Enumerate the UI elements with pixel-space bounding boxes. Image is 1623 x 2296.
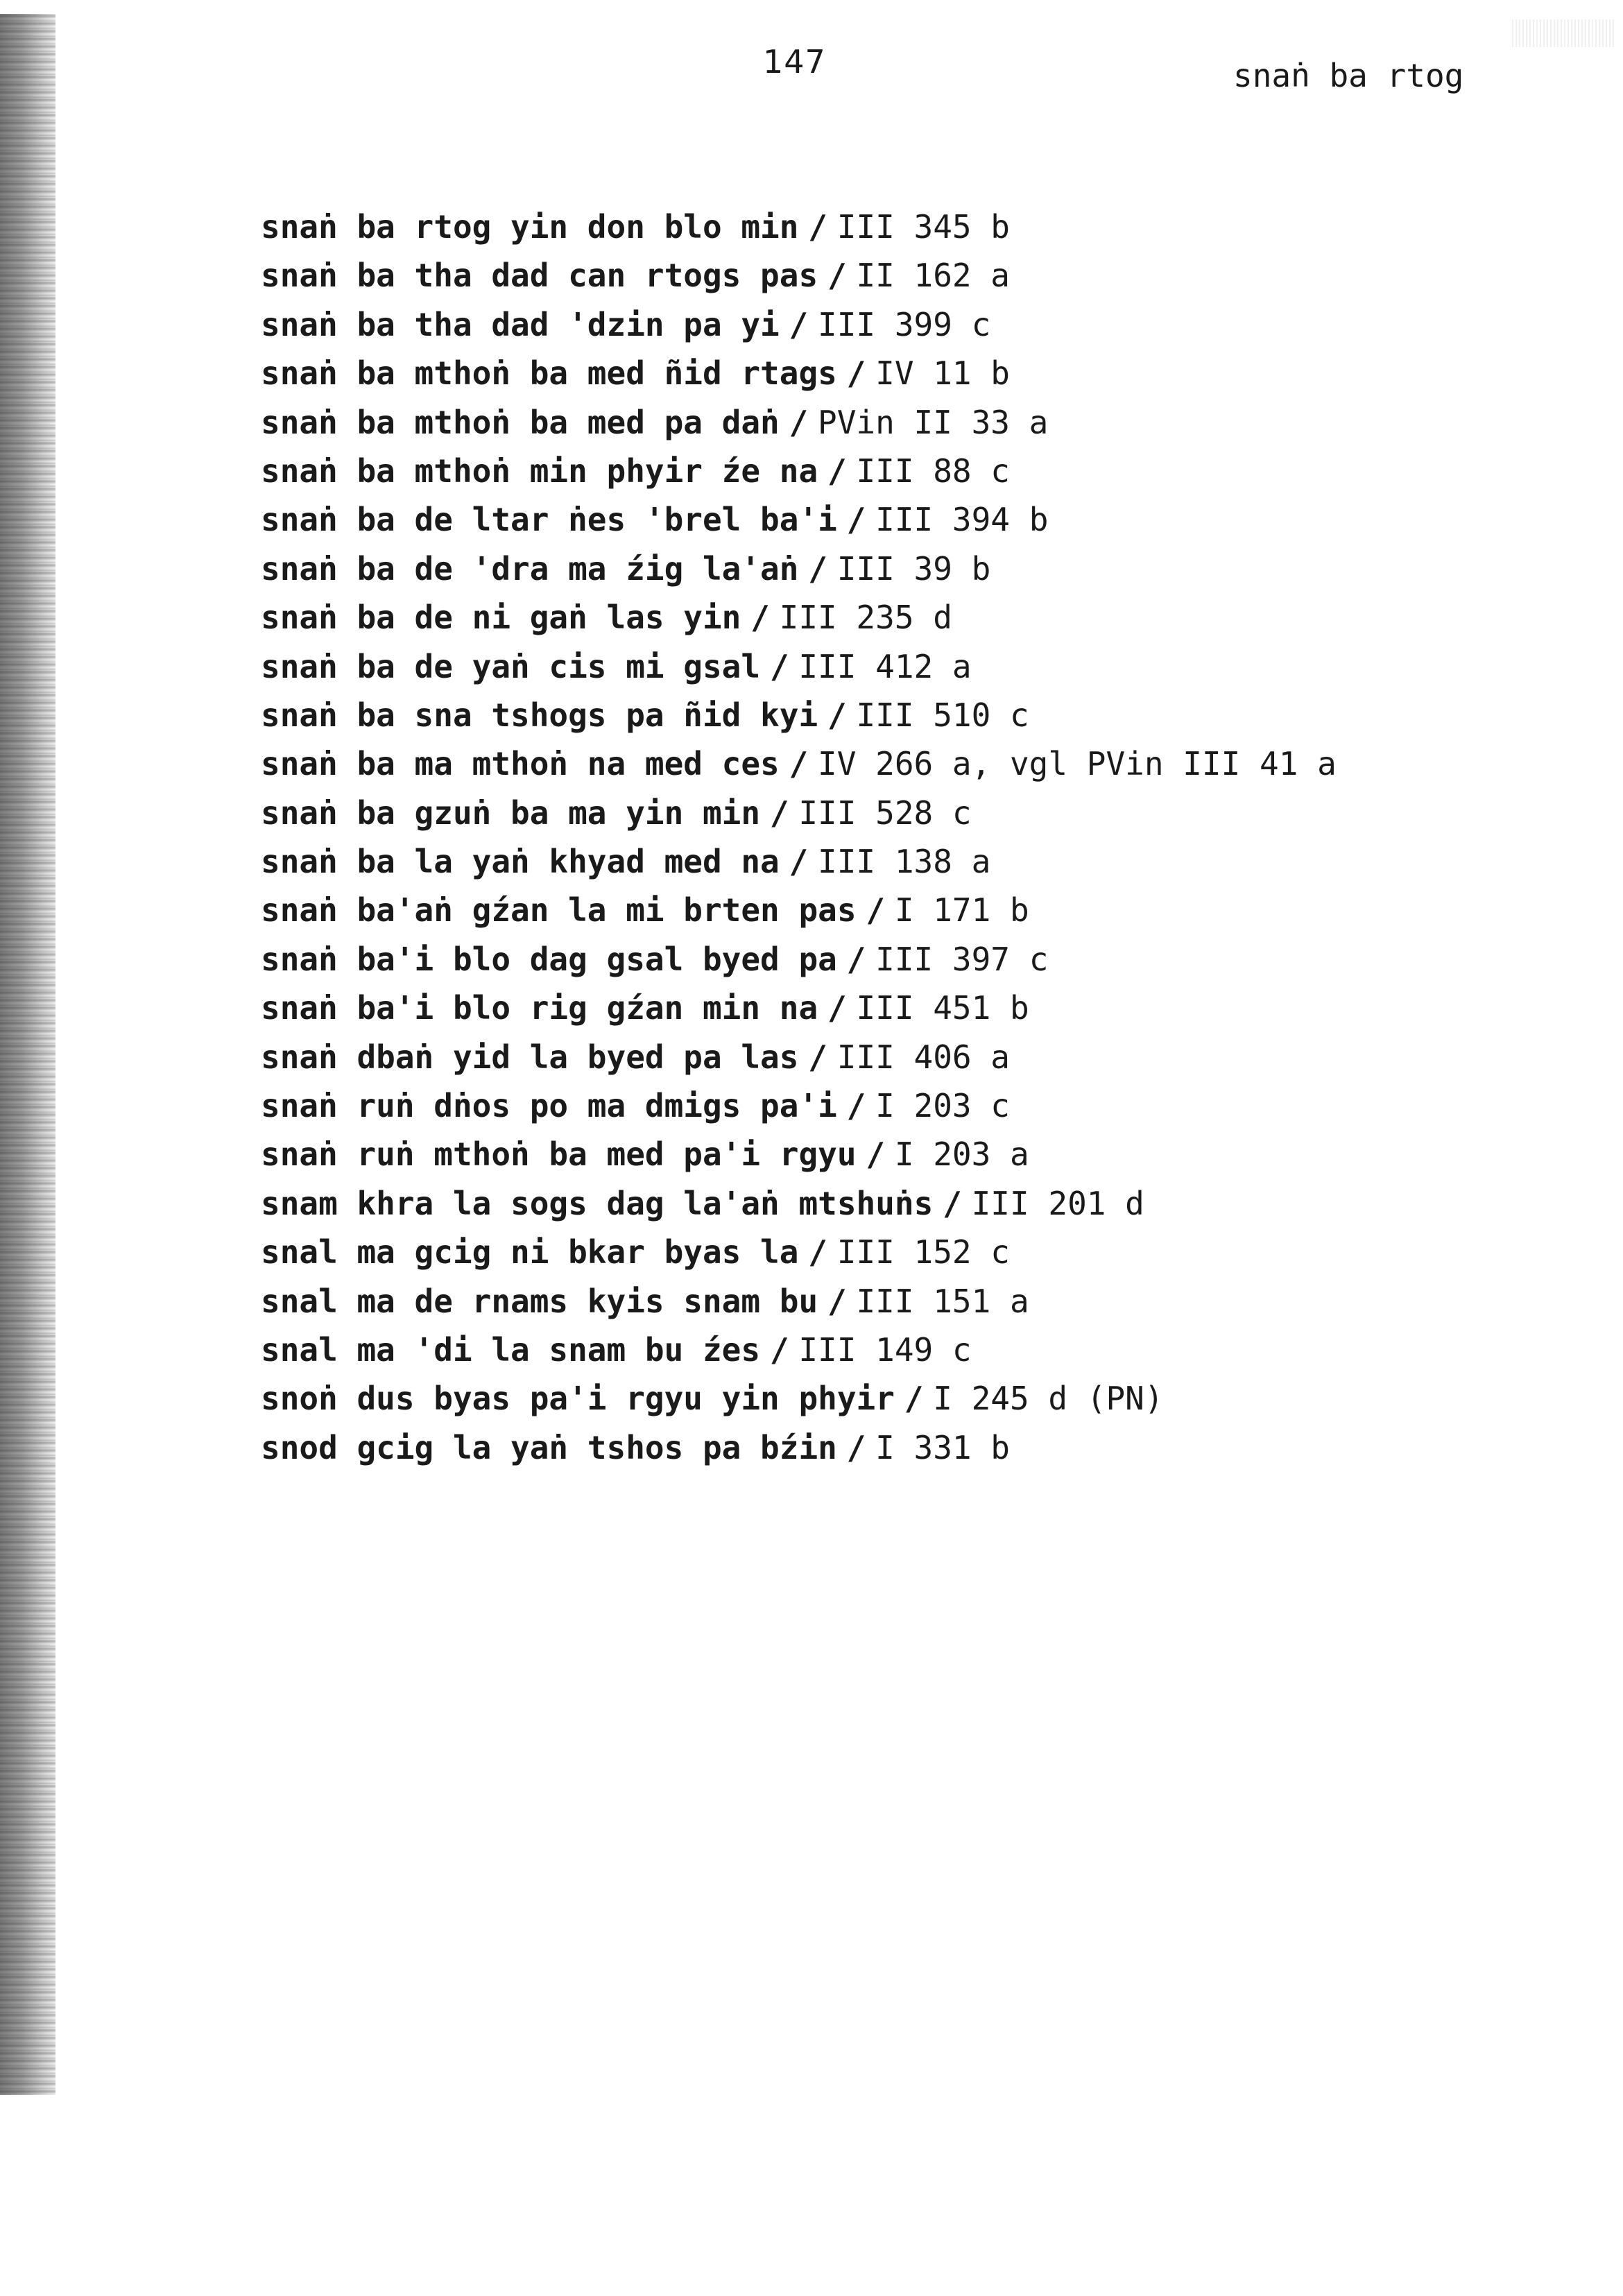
entry-separator: /	[789, 305, 809, 343]
entry-phrase: snaṅ ba ma mthoṅ na med ces	[261, 745, 780, 783]
list-item	[261, 1130, 1579, 1179]
entry-reference: III 345 b	[836, 208, 1010, 246]
entry-phrase: snaṅ ba de 'dra ma źig la'aṅ	[261, 549, 799, 588]
entry-phrase: snaṅ ba tha dad 'dzin pa yi	[261, 305, 780, 343]
list-item	[261, 398, 1579, 447]
scan-binding-edge	[0, 14, 55, 2095]
entry-phrase: snaṅ ba'i blo dag gsal byed pa	[261, 940, 837, 978]
entry-separator: /	[827, 257, 847, 295]
entry-reference: III 39 b	[836, 549, 991, 588]
entry-reference: III 406 a	[836, 1038, 1010, 1076]
entry-separator: /	[789, 843, 809, 881]
entry-phrase: snaṅ ba mthoṅ ba med pa daṅ	[261, 403, 780, 441]
entry-phrase: snal ma gcig ni bkar byas la	[261, 1233, 799, 1271]
list-item	[261, 789, 1579, 837]
entry-separator: /	[769, 647, 789, 685]
entry-reference: III 394 b	[875, 501, 1049, 539]
entry-separator: /	[827, 989, 847, 1027]
entry-phrase: snal ma de rnams kyis snam bu	[261, 1282, 818, 1320]
list-item	[261, 1423, 1579, 1472]
entry-phrase: snaṅ ba mthoṅ ba med ñid rtags	[261, 354, 837, 393]
list-item	[261, 349, 1579, 397]
entry-separator: /	[904, 1380, 924, 1418]
entry-phrase: snam khra la sogs dag la'aṅ mtshuṅs	[261, 1184, 934, 1222]
entry-separator: /	[846, 940, 866, 978]
list-item	[261, 447, 1579, 495]
list-item	[261, 1277, 1579, 1326]
entry-reference: I 171 b	[894, 891, 1029, 929]
list-item	[261, 984, 1579, 1032]
entry-separator: /	[846, 1428, 866, 1466]
list-item	[261, 593, 1579, 642]
list-item	[261, 837, 1579, 886]
list-item	[261, 1179, 1579, 1228]
entry-reference: IV 11 b	[875, 354, 1011, 393]
entry-reference: I 203 a	[894, 1136, 1029, 1174]
entry-list	[261, 203, 1579, 1472]
entry-phrase: snaṅ ruṅ mthoṅ ba med pa'i rgyu	[261, 1136, 857, 1174]
entry-phrase: snal ma 'di la snam bu źes	[261, 1330, 761, 1369]
entry-separator: /	[827, 1282, 847, 1320]
entry-separator: /	[846, 354, 866, 393]
entry-separator: /	[866, 1136, 886, 1174]
entry-separator: /	[827, 452, 847, 490]
entry-reference: III 510 c	[856, 696, 1029, 734]
list-item	[261, 691, 1579, 739]
running-head: snaṅ ba rtog	[1233, 57, 1464, 94]
entry-separator: /	[769, 1330, 789, 1369]
entry-separator: /	[808, 208, 827, 246]
entry-phrase: snaṅ dbaṅ yid la byed pa las	[261, 1038, 799, 1076]
list-item	[261, 739, 1579, 788]
entry-phrase: snaṅ ba de ltar ṅes 'brel ba'i	[261, 501, 837, 539]
entry-separator: /	[846, 501, 866, 539]
entry-reference: IV 266 a, vgl PVin III 41 a	[818, 745, 1337, 783]
list-item	[261, 1326, 1579, 1374]
list-item	[261, 886, 1579, 934]
entry-reference: III 88 c	[856, 452, 1010, 490]
entry-phrase: snaṅ ba rtog yin don blo min	[261, 208, 799, 246]
entry-phrase: snod gcig la yaṅ tshos pa bźin	[261, 1428, 837, 1466]
entry-phrase: snaṅ ba la yaṅ khyad med na	[261, 843, 780, 881]
list-item	[261, 545, 1579, 593]
list-item	[261, 495, 1579, 544]
entry-phrase: snaṅ ba de yaṅ cis mi gsal	[261, 647, 761, 685]
entry-phrase: snaṅ ba de ni gaṅ las yin	[261, 599, 741, 637]
entry-separator: /	[808, 549, 827, 588]
entry-reference: I 245 d (PN)	[933, 1380, 1164, 1418]
entry-reference: PVin II 33 a	[818, 403, 1049, 441]
scan-corner-mark	[1512, 19, 1616, 47]
entry-reference: III 399 c	[818, 305, 991, 343]
entry-separator: /	[789, 745, 809, 783]
entry-reference: III 528 c	[798, 794, 972, 832]
entry-reference: II 162 a	[856, 257, 1010, 295]
entry-phrase: snaṅ ruṅ dṅos po ma dmigs pa'i	[261, 1087, 837, 1125]
entry-phrase: snaṅ ba mthoṅ min phyir źe na	[261, 452, 818, 490]
entry-phrase: snaṅ ba'aṅ gźan la mi brten pas	[261, 891, 857, 929]
entry-separator: /	[808, 1038, 827, 1076]
entry-reference: III 235 d	[779, 599, 952, 637]
entry-reference: I 203 c	[875, 1087, 1011, 1125]
list-item	[261, 1033, 1579, 1081]
entry-reference: III 138 a	[818, 843, 991, 881]
list-item	[261, 251, 1579, 300]
entry-separator: /	[750, 599, 770, 637]
list-item	[261, 1374, 1579, 1423]
entry-phrase: snaṅ ba'i blo rig gźan min na	[261, 989, 818, 1027]
entry-phrase: snaṅ ba tha dad can rtogs pas	[261, 257, 818, 295]
entry-phrase: snaṅ ba gzuṅ ba ma yin min	[261, 794, 761, 832]
entry-reference: III 151 a	[856, 1282, 1029, 1320]
entry-reference: III 397 c	[875, 940, 1049, 978]
entry-phrase: snoṅ dus byas pa'i rgyu yin phyir	[261, 1380, 895, 1418]
entry-reference: I 331 b	[875, 1428, 1011, 1466]
entry-separator: /	[943, 1184, 962, 1222]
entry-reference: III 149 c	[798, 1330, 972, 1369]
list-item	[261, 935, 1579, 984]
list-item	[261, 642, 1579, 691]
entry-separator: /	[808, 1233, 827, 1271]
entry-reference: III 412 a	[798, 647, 972, 685]
list-item	[261, 300, 1579, 349]
entry-phrase: snaṅ ba sna tshogs pa ñid kyi	[261, 696, 818, 734]
entry-separator: /	[769, 794, 789, 832]
list-item	[261, 203, 1579, 251]
page-number: 147	[763, 43, 826, 80]
entry-separator: /	[827, 696, 847, 734]
entry-separator: /	[866, 891, 886, 929]
entry-separator: /	[789, 403, 809, 441]
entry-reference: III 152 c	[836, 1233, 1010, 1271]
entry-reference: III 451 b	[856, 989, 1029, 1027]
entry-reference: III 201 d	[971, 1184, 1144, 1222]
entry-separator: /	[846, 1087, 866, 1125]
list-item	[261, 1081, 1579, 1130]
list-item	[261, 1228, 1579, 1276]
